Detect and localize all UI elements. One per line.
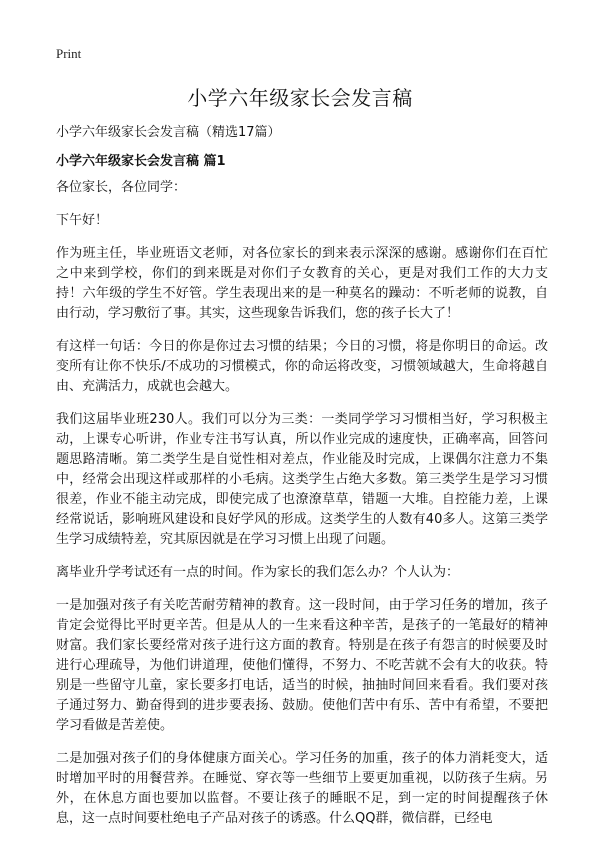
paragraph-student-types: 我们这届毕业班230人。我们可以分为三类：一类同学学习习惯相当好，学习积极主动，上课专心听讲，作业专注书写认真，所以作业完成的速度快，正确率高，回答问题思路清晰。第二类学生是自觉性相对差点，作业能及时完成，上课偶尔注意力不集中，经常会出现这样或那样的小毛病。这类学生占绝大多数。第三类学生是学习习惯很差，作业不能主动完成，即使完成了也潦潦草草，错题一大堆。自控能力差，上课经常说话，影响班风建设和良好学风的形成。这类学生的人数有40多人。这第三类学生学习成绩特差，究其原因就是在学习习惯上出现了问题。 <box>56 412 548 547</box>
document-body <box>56 178 548 842</box>
paragraph-question: 离毕业升学考试还有一点的时间。作为家长的我们怎么办？个人认为： <box>56 565 460 580</box>
paragraph-intro: 作为班主任，毕业班语文老师，对各位家长的到来表示深深的感谢。感谢你们在百忙之中来到学校，你们的到来既是对你们子女教育的关心，更是对我们工作的大力支持！六年级的学生不好管。学生表现出来的是一种莫名的躁动：不听老师的说教，自由行动，学习敷衍了事。其实，这些现象告诉我们，您的孩子长大了！ <box>56 246 548 321</box>
paragraph-point-one: 一是加强对孩子有关吃苦耐劳精神的教育。这一段时间，由于学习任务的增加，孩子肯定会觉得比平时更辛苦。但是从人的一生来看这种辛苦，是孩子的一笔最好的精神财富。我们家长要经常对孩子进行这方面的教育。特别是在孩子有怨言的时候要及时进行心理疏导，为他们讲道理，使他们懂得，不努力、不吃苦就不会有大的收获。特别是一些留守儿童，家长要多打电话，适当的时候，抽抽时间回来看看。我们要对孩子通过努力、勤奋得到的进步要表扬、鼓励。使他们苦中有乐、苦中有希望，不要把学习看做是苦差使。 <box>56 598 548 733</box>
section-heading: 小学六年级家长会发言稿 篇1 <box>56 154 226 169</box>
paragraph-salutation: 下午好！ <box>56 213 109 228</box>
paragraph-point-two: 二是加强对孩子们的身体健康方面关心。学习任务的加重，孩子的体力消耗变大，适时增加平时的用餐营养。在睡觉、穿衣等一些细节上要更加重视，以防孩子生病。另外，在休息方面也要加以监督。不要让孩子的睡眠不足，到一定的时间提醒孩子休息，这一点时间要杜绝电子产品对孩子的诱惑。什么QQ群，微信群，已经电 <box>56 751 548 826</box>
page-title: 小学六年级家长会发言稿 <box>187 86 413 110</box>
document-subtitle: 小学六年级家长会发言稿（精选17篇） <box>56 125 281 140</box>
paragraph-habits: 有这样一句话：今日的你是你过去习惯的结果；今日的习惯，将是你明日的命运。改变所有让你不快乐/不成功的习惯模式，你的命运将改变，习惯领域越大，生命将越自由、充满活力，成就也会越大。 <box>56 339 548 394</box>
paragraph-greeting: 各位家长，各位同学： <box>56 180 187 195</box>
print-link[interactable]: Print <box>56 46 82 61</box>
